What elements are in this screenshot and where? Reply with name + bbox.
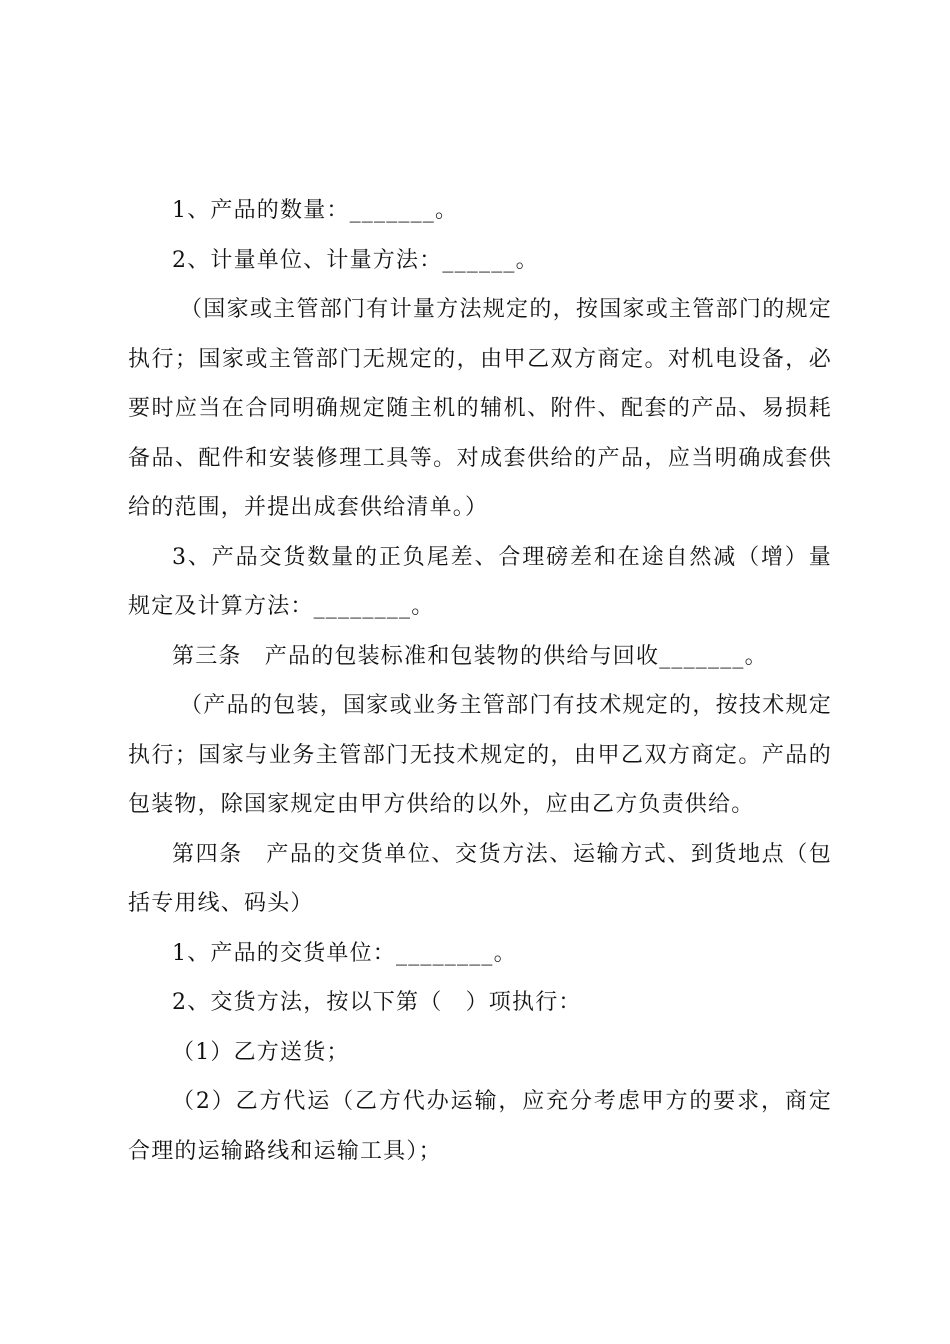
item-product-quantity: 1、产品的数量：_______。 <box>172 198 459 223</box>
note-packaging-rules: （产品的包装，国家或业务主管部门有技术规定的，按技术规定执行；国家与业务主管部门无技术规定的，由甲乙双方商定。产品的包装物，除国家规定由甲方供给的以外，应由乙方负责供给。 <box>128 693 832 817</box>
option-seller-delivery: （1）乙方送货； <box>172 1039 350 1065</box>
option-seller-shipping: （2）乙方代运（乙方代办运输，应充分考虑甲方的要求，商定合理的运输路线和运输工具）； <box>128 1089 832 1164</box>
note-measurement-rules: （国家或主管部门有计量方法规定的，按国家或主管部门的规定执行；国家或主管部门无规定的，由甲乙双方商定。对机电设备，必要时应当在合同明确规定随主机的辅机、附件、配套的产品、易损耗备品、配件和安装修理工具等。对成套供给的产品，应当明确成套供给的范围，并提出成套供给清单。） <box>128 297 832 520</box>
document-body <box>128 186 832 1176</box>
item-measurement-unit: 2、计量单位、计量方法：______。 <box>172 247 539 273</box>
article-four-heading: 第四条 产品的交货单位、交货方法、运输方式、到货地点（包括专用线、码头） <box>128 841 832 916</box>
item-delivery-method: 2、交货方法，按以下第（ ）项执行： <box>172 990 582 1015</box>
article-three-heading: 第三条 产品的包装标准和包装物的供给与回收_______。 <box>172 643 768 669</box>
item-quantity-tolerance: 3、产品交货数量的正负尾差、合理磅差和在途自然减（增）量规定及计算方法：________。 <box>128 544 832 619</box>
item-delivery-unit: 1、产品的交货单位：________。 <box>172 940 517 966</box>
